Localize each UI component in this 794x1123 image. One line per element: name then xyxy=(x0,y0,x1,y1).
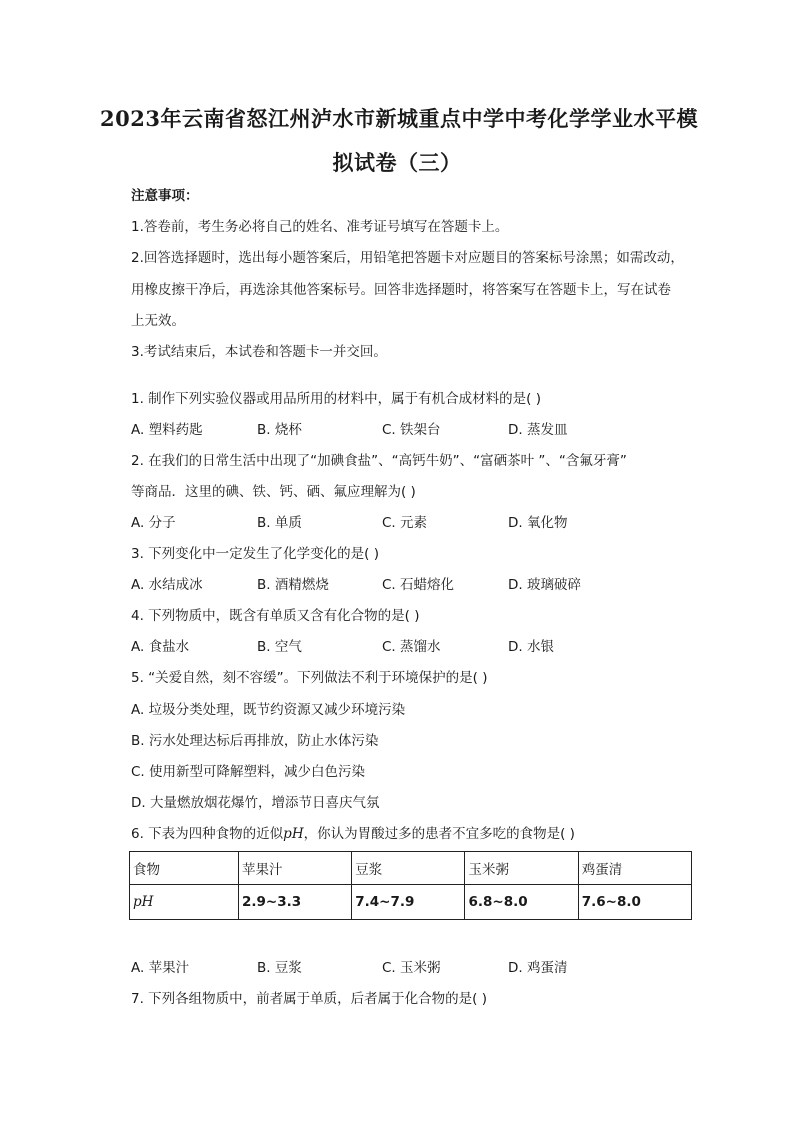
exam-title-line-2: 拟试卷（三） xyxy=(332,150,462,175)
table-cell: 6.8~8.0 xyxy=(465,885,578,920)
question-4-stem: 4. 下列物质中，既含有单质又含有化合物的是( ) xyxy=(131,608,420,624)
option-b: B. 单质 xyxy=(257,515,302,531)
option-c: C. 玉米粥 xyxy=(382,960,441,976)
exam-title-line-1: 2023年云南省怒江州泸水市新城重点中学中考化学学业水平模 xyxy=(100,106,698,131)
option-c: C. 石蜡熔化 xyxy=(382,577,455,593)
table-cell: 2.9~3.3 xyxy=(239,885,352,920)
option-c: C. 蒸馏水 xyxy=(382,639,441,655)
question-6-stem-prefix: 6. 下表为四种食物的近似 xyxy=(131,826,284,842)
table-header-row xyxy=(130,852,692,885)
table-header-cell: 食物 xyxy=(130,852,239,885)
notice-line: 上无效。 xyxy=(131,313,185,329)
table-header-cell: 豆浆 xyxy=(352,852,465,885)
option-c: C. 元素 xyxy=(382,515,428,531)
option-d: D. 鸡蛋清 xyxy=(508,960,568,976)
ph-table xyxy=(129,851,692,920)
table-header-cell: 玉米粥 xyxy=(465,852,578,885)
ph-symbol: pH xyxy=(283,826,304,842)
option-d: D. 玻璃破碎 xyxy=(508,577,581,593)
question-3-options xyxy=(131,576,691,594)
option-a: A. 塑料药匙 xyxy=(131,422,203,438)
table-row xyxy=(130,885,692,920)
option-b: B. 空气 xyxy=(257,639,302,655)
question-4-options xyxy=(131,638,691,656)
option-a: A. 苹果汁 xyxy=(131,960,190,976)
option-a: A. 水结成冰 xyxy=(131,577,203,593)
option-d: D. 大量燃放烟花爆竹，增添节日喜庆气氛 xyxy=(131,795,380,811)
table-header-cell: 鸡蛋清 xyxy=(578,852,691,885)
question-6-stem xyxy=(131,825,575,843)
table-cell: 7.6~8.0 xyxy=(578,885,691,920)
notice-line: 2.回答选择题时，选出每小题答案后，用铅笔把答题卡对应题目的答案标号涂黑；如需改动， xyxy=(131,250,684,266)
question-5-stem: 5. “关爱自然，刻不容缓”。下列做法不利于环境保护的是( ) xyxy=(131,670,488,686)
table-row-label: pH xyxy=(130,885,239,920)
question-1-stem: 1. 制作下列实验仪器或用品所用的材料中，属于有机合成材料的是( ) xyxy=(131,391,541,407)
question-2-options xyxy=(131,514,691,532)
question-1-options xyxy=(131,421,691,439)
option-b: B. 豆浆 xyxy=(257,960,302,976)
question-3-stem: 3. 下列变化中一定发生了化学变化的是( ) xyxy=(131,546,379,562)
option-d: D. 水银 xyxy=(508,639,554,655)
notice-line: 3.考试结束后，本试卷和答题卡一并交回。 xyxy=(131,344,387,360)
option-a: A. 分子 xyxy=(131,515,176,531)
option-c: C. 铁架台 xyxy=(382,422,441,438)
option-a: A. 垃圾分类处理，既节约资源又减少环境污染 xyxy=(131,702,406,718)
option-b: B. 酒精燃烧 xyxy=(257,577,329,593)
question-7-stem: 7. 下列各组物质中，前者属于单质，后者属于化合物的是( ) xyxy=(131,991,487,1007)
question-2-stem-cont: 等商品．这里的碘、铁、钙、硒、氟应理解为( ) xyxy=(131,484,416,500)
table-cell: 7.4~7.9 xyxy=(352,885,465,920)
question-2-stem: 2. 在我们的日常生活中出现了“加碘食盐”、“高钙牛奶”、“富硒茶叶 ”、“含氟牙膏” xyxy=(131,453,627,469)
option-b: B. 烧杯 xyxy=(257,422,302,438)
option-c: C. 使用新型可降解塑料，减少白色污染 xyxy=(131,764,366,780)
question-6-stem-suffix: ，你认为胃酸过多的患者不宜多吃的食物是( ) xyxy=(303,826,575,842)
notice-heading: 注意事项： xyxy=(131,188,199,204)
option-a: A. 食盐水 xyxy=(131,639,190,655)
notice-line: 1.答卷前，考生务必将自己的姓名、准考证号填写在答题卡上。 xyxy=(131,219,509,235)
option-d: D. 氧化物 xyxy=(508,515,568,531)
option-b: B. 污水处理达标后再排放，防止水体污染 xyxy=(131,733,379,749)
question-6-options xyxy=(131,959,691,977)
table-header-cell: 苹果汁 xyxy=(239,852,352,885)
option-d: D. 蒸发皿 xyxy=(508,422,568,438)
notice-line: 用橡皮擦干净后，再选涂其他答案标号。回答非选择题时，将答案写在答题卡上，写在试卷 xyxy=(131,282,671,298)
